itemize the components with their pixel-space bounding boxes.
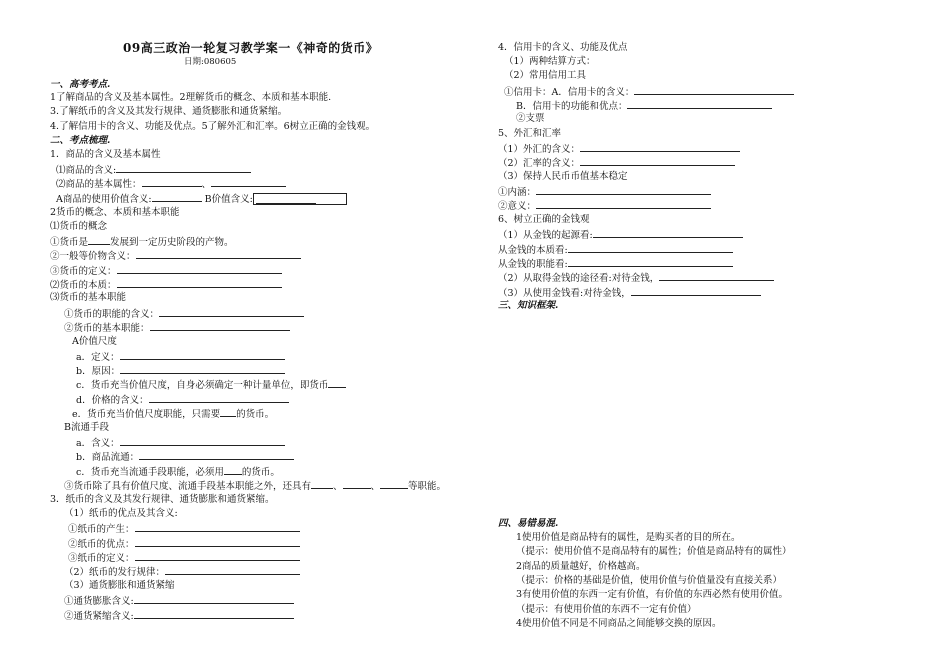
item-circulation-need bbox=[76, 465, 280, 479]
label: 从金钱的本质看: bbox=[498, 245, 568, 256]
item-paper-money-origin bbox=[68, 522, 300, 536]
label: A商品的使用价值含义: bbox=[56, 194, 152, 205]
item-credit-card-functions bbox=[516, 99, 772, 113]
item-use-value-and-value bbox=[56, 192, 347, 206]
answer-blank bbox=[135, 551, 300, 561]
answer-blank bbox=[120, 364, 285, 374]
answer-blank bbox=[135, 522, 300, 532]
answer-blank bbox=[256, 194, 316, 204]
section-review-heading: 二、考点梳理. bbox=[50, 135, 111, 146]
answer-blank bbox=[631, 286, 761, 296]
answer-blank bbox=[120, 350, 285, 360]
label: ①通货膨胀含义: bbox=[64, 596, 134, 607]
answer-blank bbox=[536, 199, 711, 209]
answer-blank bbox=[568, 257, 733, 267]
label: 的货币。 bbox=[236, 409, 275, 420]
item-exchange-rate-meaning bbox=[498, 156, 735, 170]
item-money-outlook: 6、树立正确的金钱观 bbox=[498, 214, 590, 225]
separator: 、 bbox=[370, 481, 381, 492]
item-measure-unit bbox=[76, 378, 346, 392]
exam-point-line-1: 1了解商品的含义及基本属性。2理解货币的概念、本质和基本职能. bbox=[50, 92, 332, 103]
item-basic-functions bbox=[64, 321, 290, 335]
answer-blank bbox=[117, 264, 282, 274]
item-rmb-significance bbox=[498, 199, 711, 213]
answer-blank bbox=[634, 85, 794, 95]
answer-blank bbox=[150, 321, 290, 331]
item-function-meaning bbox=[64, 307, 304, 321]
label: ⑵货币的本质： bbox=[50, 280, 117, 291]
label: ①纸币的产生： bbox=[68, 524, 135, 535]
item-universal-equivalent bbox=[50, 249, 301, 263]
answer-blank bbox=[152, 192, 202, 202]
answer-blank bbox=[593, 228, 743, 238]
answer-blank bbox=[220, 407, 236, 417]
label: （3）从使用金钱看:对待金钱， bbox=[498, 288, 631, 299]
item-paper-money-advantages: （1）纸币的优点及其含义: bbox=[64, 508, 178, 519]
mistake-3: 3有使用价值的东西一定有价值，有价值的东西必然有使用价值。 bbox=[516, 589, 789, 600]
label: （1）从金钱的起源看: bbox=[498, 230, 593, 241]
label: e．货币充当价值尺度职能，只需要 bbox=[72, 409, 221, 420]
item-measure-reason bbox=[76, 364, 285, 378]
answer-blank bbox=[116, 163, 251, 173]
item-money-definition bbox=[50, 264, 282, 278]
label: ⑵商品的基本属性： bbox=[56, 179, 142, 190]
item-rmb-stability: （3）保持人民币币值基本稳定 bbox=[498, 171, 628, 182]
mistake-4: 4使用价值不同是不同商品之间能够交换的原因。 bbox=[516, 618, 722, 629]
exam-point-line-3: 4.了解信用卡的含义、功能及优点。5了解外汇和汇率。6树立正确的金钱观。 bbox=[50, 121, 376, 132]
answer-blank bbox=[343, 479, 371, 489]
label: a．定义： bbox=[76, 352, 120, 363]
item-money-origin-view bbox=[498, 228, 743, 242]
label: （2）汇率的含义： bbox=[498, 158, 581, 169]
answer-blank bbox=[142, 177, 202, 187]
answer-blank bbox=[159, 307, 304, 317]
mistake-2-hint: （提示：价格的基础是价值，使用价值与价值量没有直接关系） bbox=[516, 575, 783, 586]
label: ①信用卡：A．信用卡的含义： bbox=[504, 87, 635, 98]
label: d．价格的含义： bbox=[76, 395, 149, 406]
item-measure-of-value: A价值尺度 bbox=[72, 336, 117, 347]
answer-blank bbox=[139, 450, 294, 460]
item-medium-of-circulation: B流通手段 bbox=[64, 422, 109, 433]
answer-blank bbox=[134, 594, 294, 604]
item-money-essence-view bbox=[498, 243, 733, 257]
section-framework-heading: 三、知识框架. bbox=[498, 300, 559, 311]
label: 的货币。 bbox=[241, 467, 280, 478]
label: ③纸币的定义： bbox=[68, 553, 135, 564]
section-exam-points-heading: 一、高考考点. bbox=[50, 79, 111, 90]
item-other-functions bbox=[64, 479, 446, 493]
item-settlement-methods: （1）两种结算方式： bbox=[504, 56, 596, 67]
label: （1）外汇的含义： bbox=[498, 144, 581, 155]
answer-blank bbox=[659, 271, 774, 281]
item-forex: 5、外汇和汇率 bbox=[498, 128, 562, 139]
item-paper-money: 3．纸币的含义及其发行规律、通货膨胀和通货紧缩。 bbox=[50, 494, 275, 505]
label: 等职能。 bbox=[408, 481, 447, 492]
item-inflation-meaning bbox=[64, 594, 294, 608]
label: ②通货紧缩含义: bbox=[64, 611, 134, 622]
page-date: 日期:080605 bbox=[184, 57, 237, 67]
label: b．原因： bbox=[76, 366, 121, 377]
exam-point-line-2: 3.了解纸币的含义及其发行规律、通货膨胀和通货紧缩。 bbox=[50, 106, 288, 117]
label: ⑴商品的含义: bbox=[56, 165, 117, 176]
item-measure-need bbox=[72, 407, 274, 421]
label: b．商品流通： bbox=[76, 452, 140, 463]
answer-blank bbox=[149, 393, 289, 403]
item-forex-meaning bbox=[498, 142, 740, 156]
label: ①内涵： bbox=[498, 187, 537, 198]
label: c．货币充当价值尺度，自身必须确定一种计量单位，即货币 bbox=[76, 380, 329, 391]
item-money-essence bbox=[50, 278, 282, 292]
item-commodity-definition bbox=[56, 163, 251, 177]
item-cheque: ②支票 bbox=[516, 113, 545, 124]
answer-blank bbox=[136, 249, 301, 259]
answer-blank bbox=[536, 185, 711, 195]
label: a．含义： bbox=[76, 438, 120, 449]
answer-blank bbox=[117, 278, 282, 288]
label: （2）纸币的发行规律： bbox=[64, 567, 166, 578]
label: ②纸币的优点： bbox=[68, 539, 135, 550]
item-money-origin bbox=[50, 235, 234, 249]
label: ③货币除了具有价值尺度、流通手段基本职能之外，还具有 bbox=[64, 481, 312, 492]
answer-blank bbox=[568, 243, 733, 253]
label: 发展到一定历史阶段的产物。 bbox=[110, 237, 234, 248]
label: B价值含义: bbox=[204, 194, 253, 205]
label: ②一般等价物含义： bbox=[50, 251, 136, 262]
answer-blank bbox=[627, 99, 772, 109]
label: ①货币的职能的含义： bbox=[64, 309, 160, 320]
item-commodity: 1．商品的含义及基本属性 bbox=[50, 149, 161, 160]
item-money-function-view bbox=[498, 257, 733, 271]
answer-blank bbox=[580, 142, 740, 152]
item-rmb-connotation bbox=[498, 185, 711, 199]
item-money-use-view bbox=[498, 286, 761, 300]
item-issuance-law bbox=[64, 565, 300, 579]
label: c．货币充当流通手段职能，必须用 bbox=[76, 467, 224, 478]
item-measure-definition bbox=[76, 350, 285, 364]
mistake-2: 2商品的质量越好，价格越高。 bbox=[516, 561, 646, 572]
item-money: 2货币的概念、本质和基本职能 bbox=[50, 207, 180, 218]
item-credit-card: 4．信用卡的含义、功能及优点 bbox=[498, 42, 628, 53]
item-price-meaning bbox=[76, 393, 289, 407]
item-credit-card-meaning bbox=[504, 85, 794, 99]
page-title: 09高三政治一轮复习教学案一《神奇的货币》 bbox=[123, 41, 379, 55]
separator: 、 bbox=[333, 481, 343, 492]
item-commodity-circulation bbox=[76, 450, 294, 464]
answer-blank bbox=[165, 565, 300, 575]
label: ①货币是 bbox=[50, 237, 89, 248]
answer-blank bbox=[211, 177, 286, 187]
label: ②货币的基本职能： bbox=[64, 323, 150, 334]
item-money-functions: ⑶货币的基本职能 bbox=[50, 292, 127, 303]
answer-blank bbox=[380, 479, 408, 489]
item-paper-money-merits bbox=[68, 537, 300, 551]
label: ③货币的定义： bbox=[50, 266, 117, 277]
label: ②意义： bbox=[498, 201, 537, 212]
answer-blank bbox=[120, 436, 285, 446]
answer-blank bbox=[88, 235, 110, 245]
answer-blank bbox=[224, 465, 242, 475]
item-money-concept: ⑴货币的概念 bbox=[50, 221, 108, 232]
separator: 、 bbox=[201, 179, 212, 190]
item-circulation-meaning bbox=[76, 436, 285, 450]
item-money-acquire-view bbox=[498, 271, 774, 285]
answer-blank bbox=[134, 609, 294, 619]
section-common-mistakes-heading: 四、易错易混. bbox=[498, 518, 559, 529]
item-deflation-meaning bbox=[64, 609, 294, 623]
item-inflation-deflation: （3）通货膨胀和通货紧缩 bbox=[64, 580, 175, 591]
label: B．信用卡的功能和优点： bbox=[516, 101, 628, 112]
answer-blank bbox=[135, 537, 300, 547]
label: 从金钱的职能看: bbox=[498, 259, 568, 270]
item-paper-money-definition bbox=[68, 551, 300, 565]
answer-blank bbox=[580, 156, 735, 166]
mistake-1-hint: （提示：使用价值不是商品特有的属性；价值是商品特有的属性） bbox=[516, 546, 792, 557]
answer-blank bbox=[328, 378, 346, 388]
label: （2）从取得金钱的途径看:对待金钱， bbox=[498, 273, 660, 284]
mistake-1: 1使用价值是商品特有的属性，是购买者的目的所在。 bbox=[516, 532, 741, 543]
answer-blank bbox=[311, 479, 333, 489]
mistake-3-hint: （提示：有使用价值的东西不一定有价值） bbox=[516, 604, 697, 615]
item-commodity-attributes bbox=[56, 177, 286, 191]
item-credit-tools: （2）常用信用工具 bbox=[504, 70, 587, 81]
answer-box bbox=[253, 193, 347, 205]
